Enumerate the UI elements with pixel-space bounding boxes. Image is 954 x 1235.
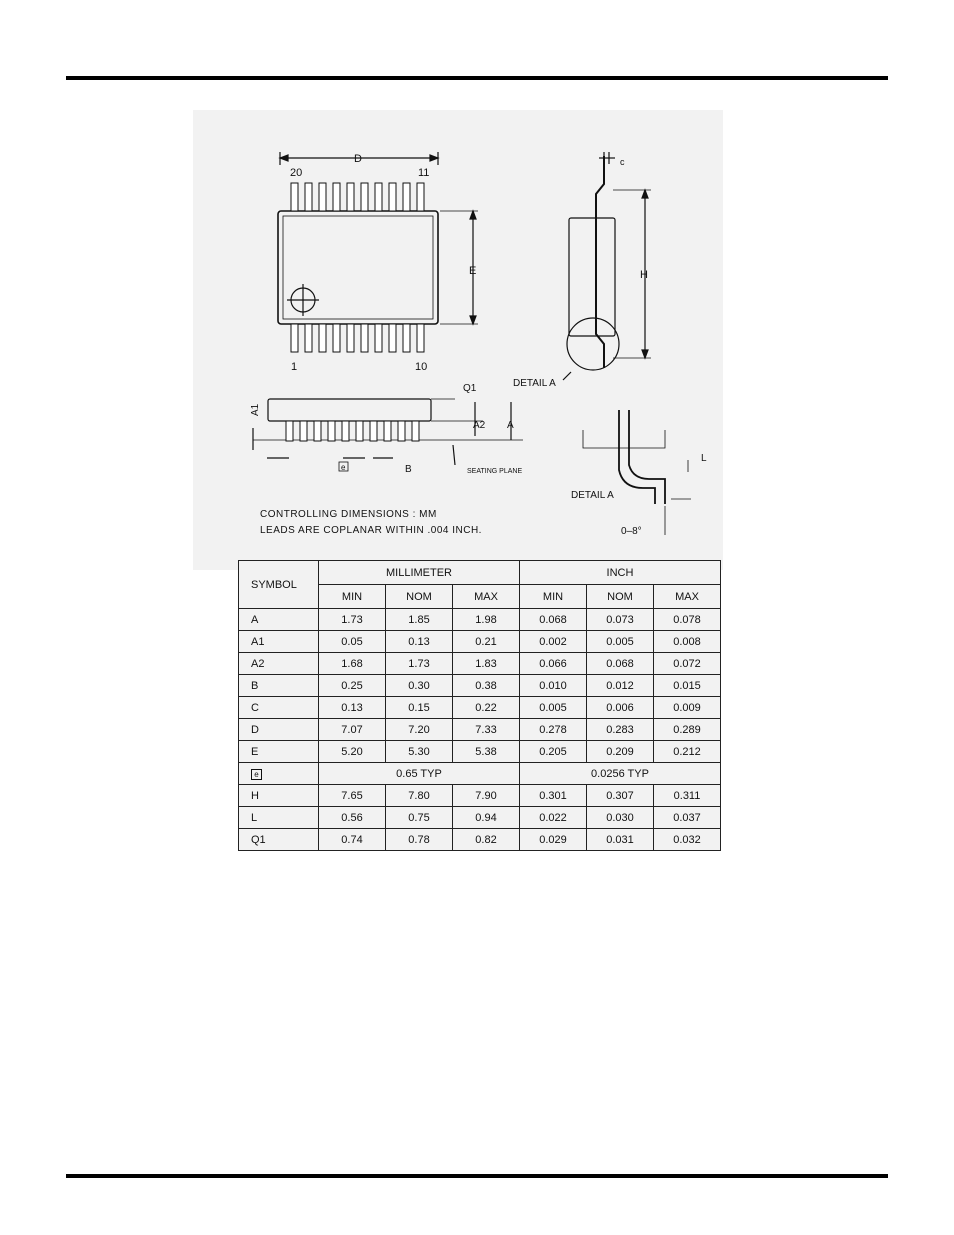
table-row (239, 653, 721, 675)
mm-max-cell: 5.38 (453, 741, 520, 763)
mm-typ-cell: 0.65 TYP (319, 763, 520, 785)
in-nom-cell: 0.068 (587, 653, 654, 675)
in-nom-cell: 0.307 (587, 785, 654, 807)
in-min-cell: 0.068 (520, 609, 587, 631)
in-max-cell: 0.072 (654, 653, 721, 675)
top-rule (66, 76, 888, 80)
mm-nom-cell: 0.13 (386, 631, 453, 653)
mm-min-cell: 0.25 (319, 675, 386, 697)
mm-max-header: MAX (453, 585, 520, 609)
in-max-cell: 0.311 (654, 785, 721, 807)
dim-l-label: L (701, 453, 707, 464)
note-coplanarity: LEADS ARE COPLANAR WITHIN .004 INCH. (260, 525, 482, 536)
dimensions-table-container (238, 560, 721, 851)
table-row (239, 741, 721, 763)
bottom-rule (66, 1174, 888, 1178)
e-symbol: e (251, 769, 262, 780)
mm-min-header: MIN (319, 585, 386, 609)
table-row (239, 785, 721, 807)
detail-a-title: DETAIL A (571, 490, 614, 501)
pin-20-label: 20 (290, 167, 303, 179)
table-row (239, 631, 721, 653)
mm-nom-cell: 1.73 (386, 653, 453, 675)
mm-max-cell: 0.82 (453, 829, 520, 851)
mm-min-cell: 1.73 (319, 609, 386, 631)
symbol-header: SYMBOL (239, 561, 319, 609)
table-row (239, 697, 721, 719)
symbol-cell: Q1 (239, 829, 319, 851)
symbol-cell: D (239, 719, 319, 741)
symbol-cell: H (239, 785, 319, 807)
mm-min-cell: 7.07 (319, 719, 386, 741)
dim-h-label: H (640, 269, 648, 281)
in-max-cell: 0.008 (654, 631, 721, 653)
mm-min-cell: 5.20 (319, 741, 386, 763)
dim-q1-label: Q1 (463, 383, 477, 394)
mm-max-cell: 7.33 (453, 719, 520, 741)
symbol-cell: E (239, 741, 319, 763)
in-max-cell: 0.289 (654, 719, 721, 741)
in-max-cell: 0.015 (654, 675, 721, 697)
in-nom-cell: 0.283 (587, 719, 654, 741)
in-min-cell: 0.010 (520, 675, 587, 697)
in-max-cell: 0.078 (654, 609, 721, 631)
in-nom-cell: 0.012 (587, 675, 654, 697)
table-row (239, 807, 721, 829)
in-min-header: MIN (520, 585, 587, 609)
mm-max-cell: 7.90 (453, 785, 520, 807)
symbol-cell: B (239, 675, 319, 697)
angle-label: 0–8° (621, 526, 642, 537)
mm-nom-cell: 7.20 (386, 719, 453, 741)
pin-11-label: 11 (418, 167, 430, 179)
millimeter-header: MILLIMETER (319, 561, 520, 585)
symbol-cell: L (239, 807, 319, 829)
table-header-row (239, 561, 721, 585)
dimensions-table (238, 560, 721, 851)
in-max-cell: 0.037 (654, 807, 721, 829)
notes (260, 509, 482, 536)
table-row-e (239, 763, 721, 785)
symbol-cell (239, 763, 319, 785)
dim-e-pitch-label: e (341, 463, 346, 472)
mm-nom-cell: 0.15 (386, 697, 453, 719)
in-min-cell: 0.301 (520, 785, 587, 807)
in-nom-header: NOM (587, 585, 654, 609)
mm-nom-cell: 7.80 (386, 785, 453, 807)
table-row (239, 675, 721, 697)
in-max-cell: 0.009 (654, 697, 721, 719)
package-outline-drawing (193, 110, 723, 570)
seating-plane-label: SEATING PLANE (467, 468, 523, 475)
mm-max-cell: 1.83 (453, 653, 520, 675)
in-max-cell: 0.212 (654, 741, 721, 763)
mm-min-cell: 0.56 (319, 807, 386, 829)
mm-min-cell: 0.05 (319, 631, 386, 653)
dim-b-label: B (405, 464, 412, 475)
in-min-cell: 0.029 (520, 829, 587, 851)
mm-nom-cell: 1.85 (386, 609, 453, 631)
in-nom-cell: 0.005 (587, 631, 654, 653)
pin-10-label: 10 (415, 361, 428, 373)
symbol-cell: A2 (239, 653, 319, 675)
in-nom-cell: 0.073 (587, 609, 654, 631)
in-nom-cell: 0.209 (587, 741, 654, 763)
dim-a-label: A (507, 420, 514, 431)
note-controlling-dimensions: CONTROLLING DIMENSIONS : MM (260, 509, 437, 520)
symbol-cell: C (239, 697, 319, 719)
mm-max-cell: 1.98 (453, 609, 520, 631)
mm-min-cell: 0.74 (319, 829, 386, 851)
mm-max-cell: 0.21 (453, 631, 520, 653)
mm-min-cell: 1.68 (319, 653, 386, 675)
inch-header: INCH (520, 561, 721, 585)
package-drawing-area (193, 110, 723, 570)
in-max-header: MAX (654, 585, 721, 609)
detail-a-callout: DETAIL A (513, 378, 556, 389)
in-nom-cell: 0.031 (587, 829, 654, 851)
table-row (239, 609, 721, 631)
dim-d-label: D (354, 153, 362, 165)
in-nom-cell: 0.030 (587, 807, 654, 829)
in-typ-cell: 0.0256 TYP (520, 763, 721, 785)
in-max-cell: 0.032 (654, 829, 721, 851)
dim-a1-label: A1 (250, 403, 261, 416)
in-min-cell: 0.205 (520, 741, 587, 763)
in-min-cell: 0.278 (520, 719, 587, 741)
in-min-cell: 0.002 (520, 631, 587, 653)
mm-max-cell: 0.38 (453, 675, 520, 697)
mm-max-cell: 0.94 (453, 807, 520, 829)
symbol-cell: A1 (239, 631, 319, 653)
mm-nom-header: NOM (386, 585, 453, 609)
symbol-cell: A (239, 609, 319, 631)
in-nom-cell: 0.006 (587, 697, 654, 719)
in-min-cell: 0.005 (520, 697, 587, 719)
table-row (239, 829, 721, 851)
dim-c-label: c (620, 157, 625, 167)
mm-nom-cell: 5.30 (386, 741, 453, 763)
mm-nom-cell: 0.78 (386, 829, 453, 851)
dim-a2-label: A2 (473, 420, 486, 431)
table-row (239, 719, 721, 741)
mm-min-cell: 7.65 (319, 785, 386, 807)
in-min-cell: 0.066 (520, 653, 587, 675)
mm-max-cell: 0.22 (453, 697, 520, 719)
mm-nom-cell: 0.30 (386, 675, 453, 697)
mm-min-cell: 0.13 (319, 697, 386, 719)
dim-e-label: E (469, 265, 477, 277)
pin-1-label: 1 (291, 361, 298, 373)
in-min-cell: 0.022 (520, 807, 587, 829)
mm-nom-cell: 0.75 (386, 807, 453, 829)
